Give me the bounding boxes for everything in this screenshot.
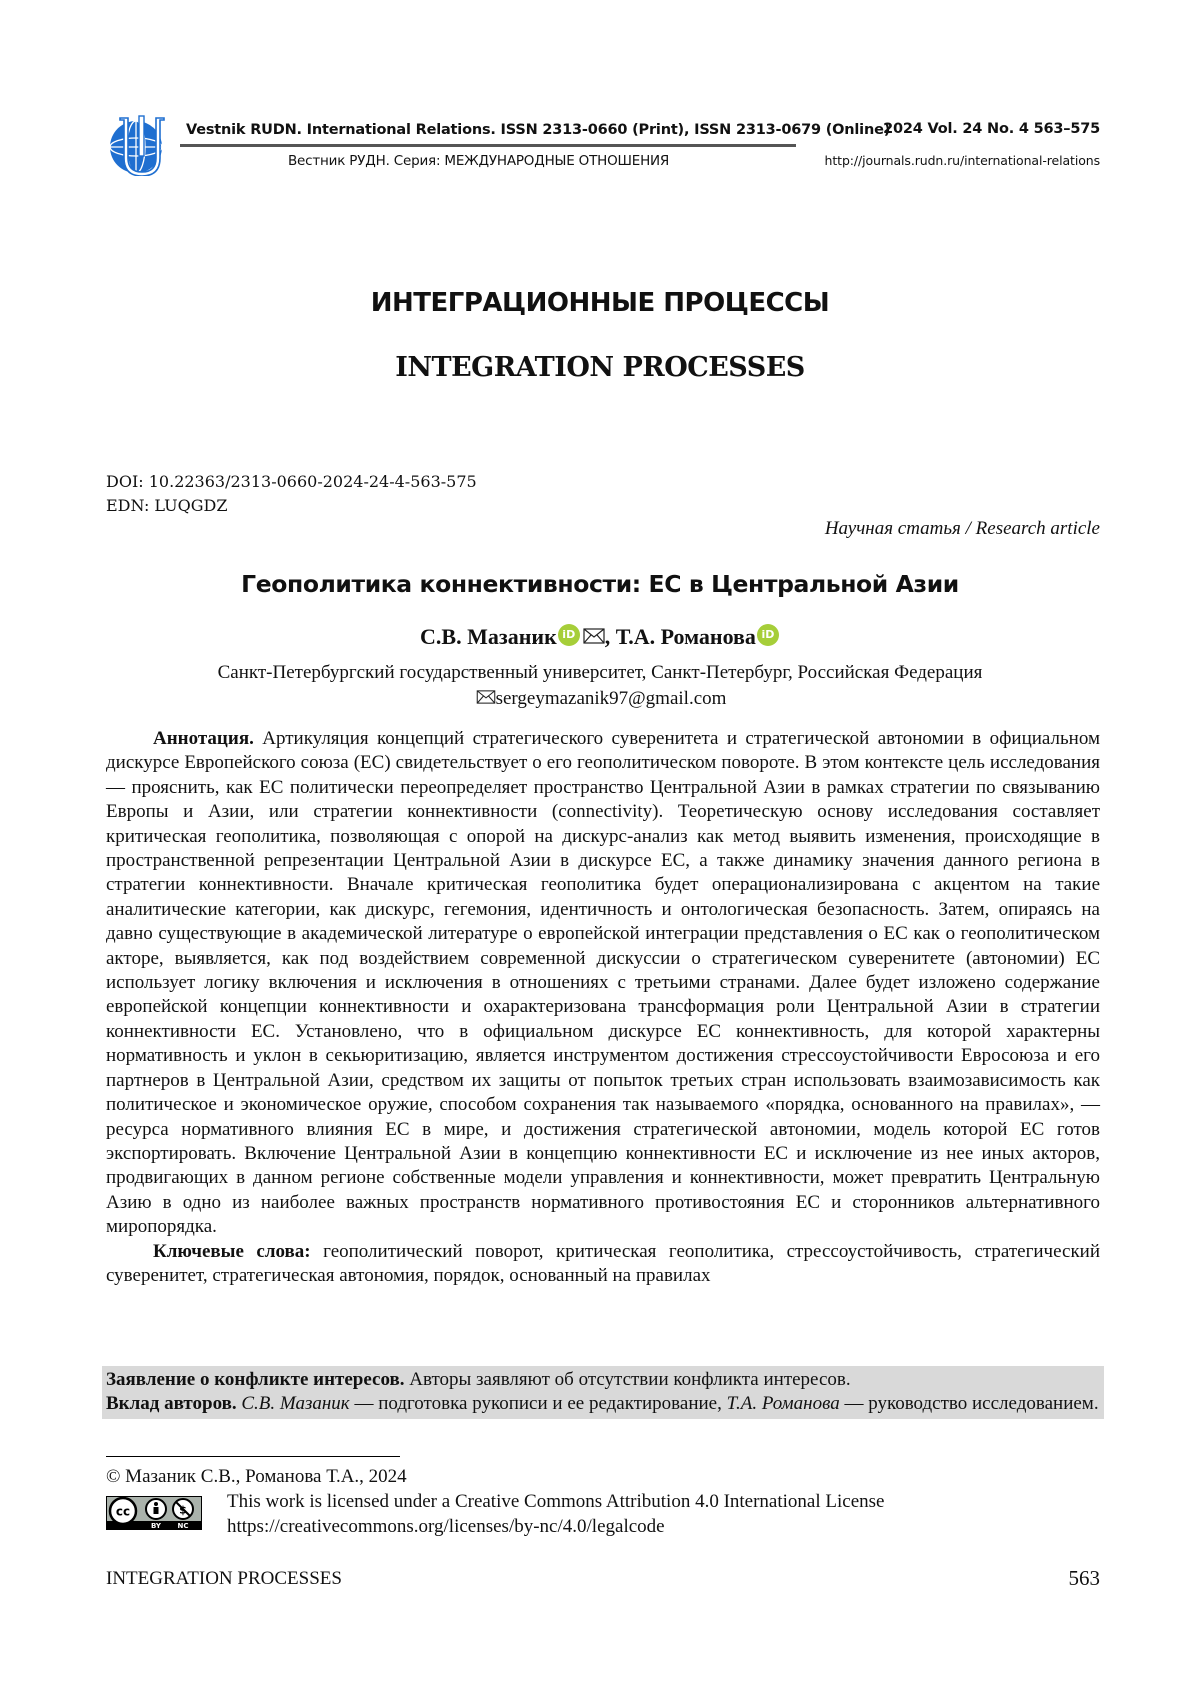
abstract bbox=[106, 727, 1100, 1288]
contrib-label: Вклад авторов. bbox=[106, 1393, 237, 1414]
conflict-text: Авторы заявляют об отсутствии конфликта интересов. bbox=[409, 1369, 850, 1390]
doi[interactable]: DOI: 10.22363/2313-0660-2024-24-4-563-575 bbox=[106, 470, 477, 494]
doi-block bbox=[106, 470, 477, 518]
contrib-author1: С.В. Мазаник bbox=[241, 1393, 349, 1414]
cc-nc-label: NC bbox=[178, 1522, 189, 1530]
license-url[interactable]: https://creativecommons.org/licenses/by-nc/4.0/legalcode bbox=[227, 1516, 665, 1538]
declarations-box bbox=[102, 1366, 1104, 1419]
author-romanova: Т.А. Романова bbox=[616, 624, 756, 649]
abstract-paragraph bbox=[106, 727, 1100, 1240]
author-mazanik: С.В. Мазаник bbox=[420, 624, 557, 649]
conflict-statement bbox=[106, 1368, 1100, 1392]
edn: EDN: LUQGDZ bbox=[106, 494, 477, 518]
contrib-statement bbox=[106, 1392, 1100, 1416]
envelope-icon bbox=[476, 690, 496, 704]
keywords-text: геополитический поворот, критическая геополитика, стрессоустойчивость, страте­гический суверенитет, стратегическая автономия, порядок, основанный на правилах bbox=[106, 1241, 1100, 1286]
rudn-logo-icon bbox=[106, 114, 174, 176]
keywords-paragraph bbox=[106, 1240, 1100, 1289]
abstract-text: Артикуляция концепций стратегического суверенитета и стратегической автономии в официальном дискурсе Европейского союза (ЕС) свидетельствует о его геополитическом повороте. В этом контексте цель исследования — прояснить, как ЕС политически переопределяет пространство Центральной Азии в рамках стратегии по связыванию Европы и Азии, или стратегии коннективности (connectivity). Теоретическую основу исследования составляет критическая геополитика, позволяющая с опорой на дис­курс-анализ как метод выявить изменения, происходящие в пространственной репрезентации Центральной Азии в дискурсе ЕС, а также динамику значения данного региона в стратегии коннективности. Вначале критическая геополитика будет операционализирована с акцентом на такие аналитические категории, как дискурс, гегемония, идентичность и онтологическая безопасность. Затем, опираясь на давно существующие в академической литературе о европейской интеграции представления о ЕС как о геополитическом акторе, выявляется, как под воздействием современной дискуссии о стратегическом суверенитете (автономии) ЕС использует логику включения и исключения в отношениях с третьими странами. Далее будет изложено содержание европейской концепции коннективности и охарактеризована трансформация роли Центральной Азии в стратегии коннективности ЕС. Установлено, что в официальном дискурсе ЕС коннективность, для которой характерны нормативность и уклон в секьюритизацию, является инструментом достижения стрес­соустойчивости Евросоюза и его партнеров в Центральной Азии, средством их защиты от попыток третьих стран использовать взаимозависимость как политическое и экономическое оружие, способом сохранения так называемого «порядка, основанного на правилах», — ресурса нормативного влияния ЕС в мире, и достижения стратегической автономии, модель которой ЕС готов экспортировать. Включение Централь­ной Азии в концепцию коннективности ЕС и исключение из нее иных акторов, продвигающих в данном регионе собственные модели управления и коннективности, может превратить Центральную Азию в одно из наиболее важных пространств нормативного противостояния ЕС и сторонников альтернативного миропорядка. bbox=[106, 728, 1100, 1237]
email-line bbox=[0, 686, 1200, 712]
contrib-author2: Т.А. Романова bbox=[727, 1393, 840, 1414]
email-address[interactable]: sergeymazanik97@gmail.com bbox=[496, 688, 727, 709]
issue-info: 2024 Vol. 24 No. 4 563–575 bbox=[883, 121, 1100, 137]
contrib-text1: — подготовка рукописи и ее редактирование, bbox=[350, 1393, 727, 1414]
footnote-rule bbox=[106, 1456, 400, 1457]
cc-by-label: BY bbox=[151, 1522, 162, 1530]
article-type: Научная статья / Research article bbox=[825, 518, 1100, 540]
svg-text:cc: cc bbox=[116, 1505, 130, 1519]
footer-section: INTEGRATION PROCESSES bbox=[106, 1568, 342, 1590]
conflict-label: Заявление о конфликте интересов. bbox=[106, 1369, 405, 1390]
author-separator: , bbox=[605, 624, 616, 649]
license-text: This work is licensed under a Creative Commons Attribution 4.0 International License bbox=[227, 1491, 884, 1513]
envelope-icon[interactable] bbox=[583, 628, 605, 644]
orcid-icon[interactable]: iD bbox=[558, 624, 580, 646]
section-title-en: INTEGRATION PROCESSES bbox=[0, 352, 1200, 383]
orcid-icon[interactable]: iD bbox=[757, 624, 779, 646]
affiliation: Санкт-Петербургский государственный университет, Санкт-Петербург, Российская Федерация bbox=[0, 660, 1200, 686]
authors-line bbox=[0, 624, 1200, 650]
abstract-label: Аннотация. bbox=[153, 728, 254, 749]
section-title-ru: ИНТЕГРАЦИОННЫЕ ПРОЦЕССЫ bbox=[0, 288, 1200, 318]
journal-url[interactable]: http://journals.rudn.ru/international-relations bbox=[825, 153, 1100, 168]
journal-title: Vestnik RUDN. International Relations. ISSN 2313-0660 (Print), ISSN 2313-0679 (Online) bbox=[186, 122, 890, 138]
copyright: © Мазаник С.В., Романова Т.А., 2024 bbox=[106, 1466, 407, 1488]
keywords-label: Ключевые слова: bbox=[153, 1241, 311, 1262]
journal-title-ru: Вестник РУДН. Серия: МЕЖДУНАРОДНЫЕ ОТНОШЕНИЯ bbox=[288, 153, 669, 169]
header-rule bbox=[180, 144, 796, 147]
cc-by-nc-badge-icon[interactable] bbox=[106, 1496, 202, 1530]
article-page bbox=[0, 0, 1200, 1697]
contrib-text2: — руководство исследованием. bbox=[840, 1393, 1099, 1414]
page-number: 563 bbox=[1069, 1566, 1101, 1591]
article-title: Геополитика коннективности: ЕС в Центральной Азии bbox=[0, 570, 1200, 598]
